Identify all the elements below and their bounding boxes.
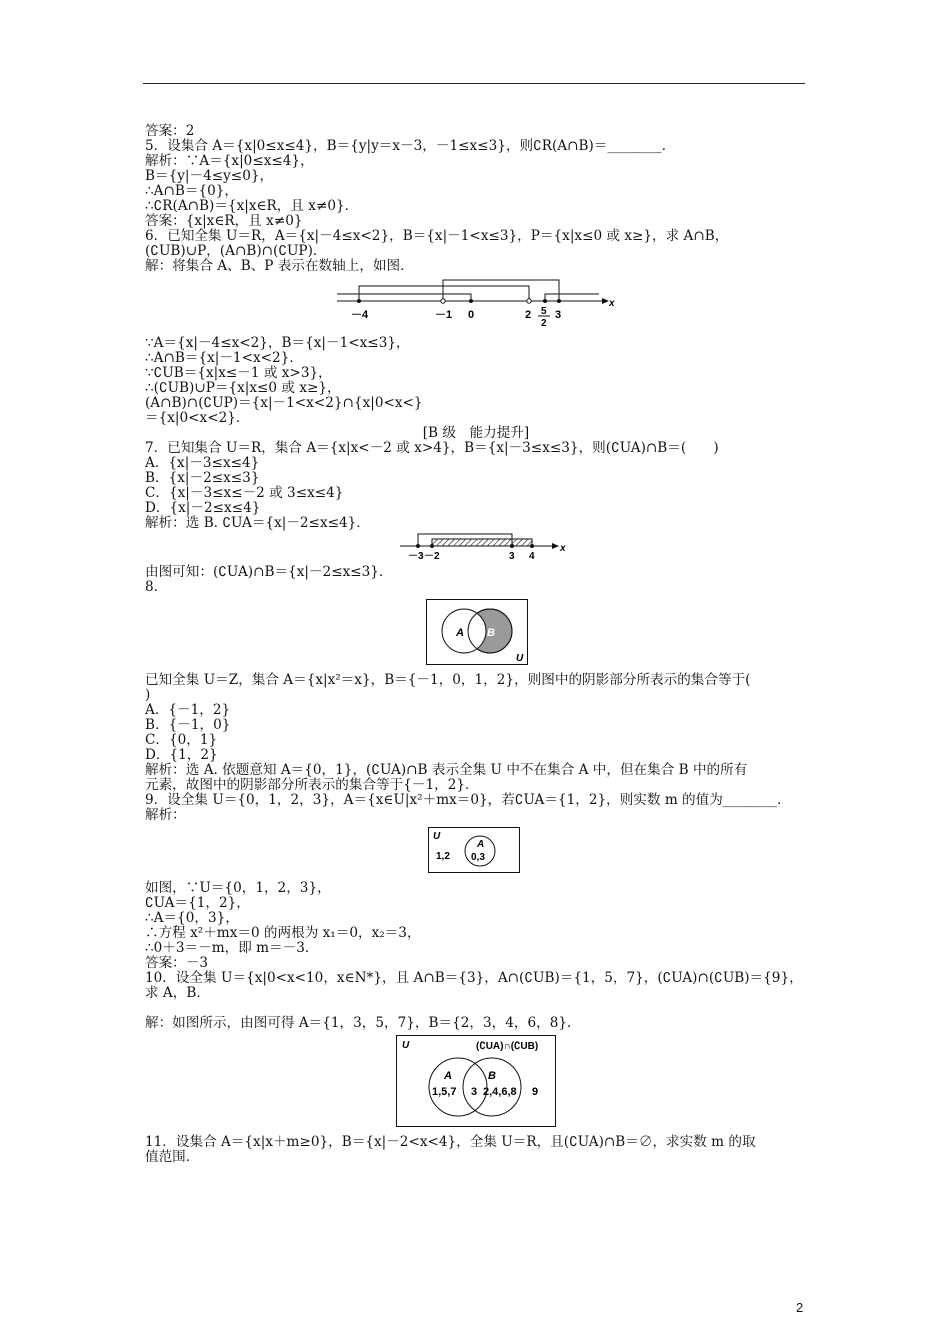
text-line: )	[145, 687, 151, 703]
b-only-elements: 2,4,6,8	[483, 1086, 517, 1098]
text-line: 6．已知全集 U＝R，A＝{x|－4≤x<2}，B＝{x|－1<x≤3}，P＝{x|x≤0 或 x≥}，求 A∩B，	[145, 228, 729, 244]
text-line: ∵∁UB＝{x|x≤－1 或 x>3}，	[145, 365, 332, 381]
figure-number-line-7	[400, 531, 807, 565]
tick-label: 3	[509, 551, 515, 561]
text-line: ∴(∁UB)∪P＝{x|x≤0 或 x≥}，	[145, 380, 341, 396]
text-line: 答案：－3	[145, 955, 209, 971]
text-line: (A∩B)∩(∁UP)＝{x|－1<x<2}∩{x|0<x<}	[145, 395, 423, 411]
section-heading: [B 级 能力提升]	[422, 425, 530, 441]
universe-label: U	[516, 653, 524, 664]
header-rule	[143, 83, 805, 84]
text-line: 10．设全集 U＝{x|0<x<10，x∈N*}，且 A∩B＝{3}，A∩(∁UB)＝{1，5，7}，(∁UA)∩(∁UB)＝{9}，	[145, 970, 803, 986]
text-line: ∴A＝{0，3}，	[145, 910, 239, 926]
text-line: 9．设全集 U＝{0，1，2，3}，A＝{x∈U|x²＋mx＝0}，若∁UA＝{1，2}，则实数 m 的值为________．	[145, 792, 791, 808]
text-line: ∴方程 x²＋mx＝0 的两根为 x₁＝0，x₂＝3，	[145, 925, 421, 941]
axis-label: x	[609, 298, 615, 309]
set-a-elements: 0,3	[471, 852, 485, 863]
text-line: C．{0，1}	[145, 732, 218, 748]
text-line: 解析：选 A. 依题意知 A＝{0，1}，(∁UA)∩B 表示全集 U 中不在集合 A 中，但在集合 B 中的所有	[145, 762, 748, 778]
text-line: 解：将集合 A、B、P 表示在数轴上，如图．	[145, 258, 414, 274]
text-line: A．{－1，2}	[145, 702, 231, 718]
text-line: (∁UB)∪P，(A∩B)∩(∁UP)．	[145, 243, 327, 259]
tick-label: 4	[529, 551, 535, 561]
set-a-label: A	[444, 1070, 452, 1082]
universe-label: U	[433, 831, 441, 842]
text-line: 解析：∵A＝{x|0≤x≤4}，	[145, 153, 314, 169]
outside-elements: 1,2	[436, 851, 450, 862]
text-line: 解：如图所示，由图可得 A＝{1，3，5，7}，B＝{2，3，4，6，8}．	[145, 1015, 581, 1031]
text-line: 5．设集合 A＝{x|0≤x≤4}，B＝{y|y＝x－3，－1≤x≤3}，则∁R(A∩B)＝________．	[145, 138, 676, 154]
text-line: B．{－1，0}	[145, 717, 231, 733]
set-a-label: A	[477, 839, 485, 850]
set-b-label: B	[487, 627, 495, 639]
a-only-elements: 1,5,7	[432, 1086, 457, 1098]
text-line: D．{1，2}	[145, 747, 218, 763]
text-line: ∴∁R(A∩B)＝{x|x∈R，且 x≠0}．	[145, 198, 359, 214]
figure-venn-8	[426, 599, 807, 669]
tick-label: 2	[525, 309, 532, 321]
text-line: 值范围．	[145, 1149, 200, 1165]
text-line: 解析：	[145, 807, 186, 823]
text-line: ∵A＝{x|－4≤x<2}，B＝{x|－1<x≤3}，	[145, 335, 410, 351]
text-line: 求 A，B．	[145, 985, 210, 1001]
text-line: 答案：{x|x∈R，且 x≠0}	[145, 213, 303, 229]
text-line: B．{x|－2≤x≤3}	[145, 470, 260, 486]
outside-elements: 9	[532, 1086, 539, 1098]
text-line: ∴A∩B＝{0}，	[145, 183, 238, 199]
axis-label: x	[560, 543, 566, 554]
figure-venn-9	[428, 827, 807, 877]
tick-label: －4	[351, 309, 369, 321]
text-line: ∴A∩B＝{x|－1<x<2}．	[145, 350, 303, 366]
number-line-7-svg	[400, 531, 570, 561]
text-line: 7．已知集合 U＝R，集合 A＝{x|x<－2 或 x>4}，B＝{x|－3≤x≤3}，则(∁UA)∩B＝( )	[145, 440, 719, 456]
text-line: 元素，故图中的阴影部分所表示的集合等于{－1，2}．	[145, 777, 479, 793]
tick-label: －2	[424, 551, 440, 561]
tick-label: 2	[541, 318, 547, 328]
text-line: B＝{y|－4≤y≤0}，	[145, 168, 274, 184]
blank-line	[145, 1001, 807, 1016]
set-b-label: B	[488, 1070, 496, 1082]
text-line: 由图可知：(∁UA)∩B＝{x|－2≤x≤3}．	[145, 564, 393, 580]
text-line: 11．设集合 A＝{x|x＋m≥0}，B＝{x|－2<x<4}，全集 U＝R，且(∁UA)∩B＝∅，求实数 m 的取	[145, 1134, 756, 1150]
venn-9-svg	[428, 827, 520, 873]
figure-venn-10	[396, 1035, 807, 1131]
text-line: ∴0＋3＝－m，即 m＝－3．	[145, 940, 319, 956]
venn-10-svg	[396, 1035, 556, 1127]
venn-8-svg	[426, 599, 528, 665]
set-a-label: A	[456, 627, 464, 639]
text-line: C．{x|－3≤x≤－2 或 3≤x≤4}	[145, 485, 344, 501]
tick-label: －3	[408, 551, 424, 561]
text-line: ∁UA＝{1，2}，	[145, 895, 250, 911]
tick-label: －1	[435, 309, 453, 321]
text-line: D．{x|－2≤x≤4}	[145, 500, 261, 516]
text-line: 8.	[145, 579, 158, 595]
universe-label: U	[402, 1040, 410, 1051]
text-line: 已知全集 U＝Z，集合 A＝{x|x²＝x}，B＝{－1，0，1，2}，则图中的阴影部分所表示的集合等于(	[145, 672, 751, 688]
text-line: A．{x|－3≤x≤4}	[145, 455, 260, 471]
page-number: 2	[796, 1300, 804, 1315]
complement-label: (∁UA)∩(∁UB)	[476, 1041, 539, 1052]
text-line: 解析：选 B. ∁UA＝{x|－2≤x≤4}．	[145, 515, 370, 531]
intersection-elements: 3	[471, 1086, 478, 1098]
text-line: 答案：2	[145, 123, 195, 139]
text-line: 如图，∵U＝{0，1，2，3}，	[145, 880, 331, 896]
figure-number-line-6	[337, 278, 807, 332]
tick-label: 3	[555, 309, 562, 321]
text-line: ＝{x|0<x<2}．	[145, 410, 250, 426]
tick-label: 0	[468, 309, 475, 321]
number-line-6-svg	[337, 278, 617, 328]
tick-label: 5	[541, 306, 547, 317]
document-body	[145, 124, 807, 1165]
